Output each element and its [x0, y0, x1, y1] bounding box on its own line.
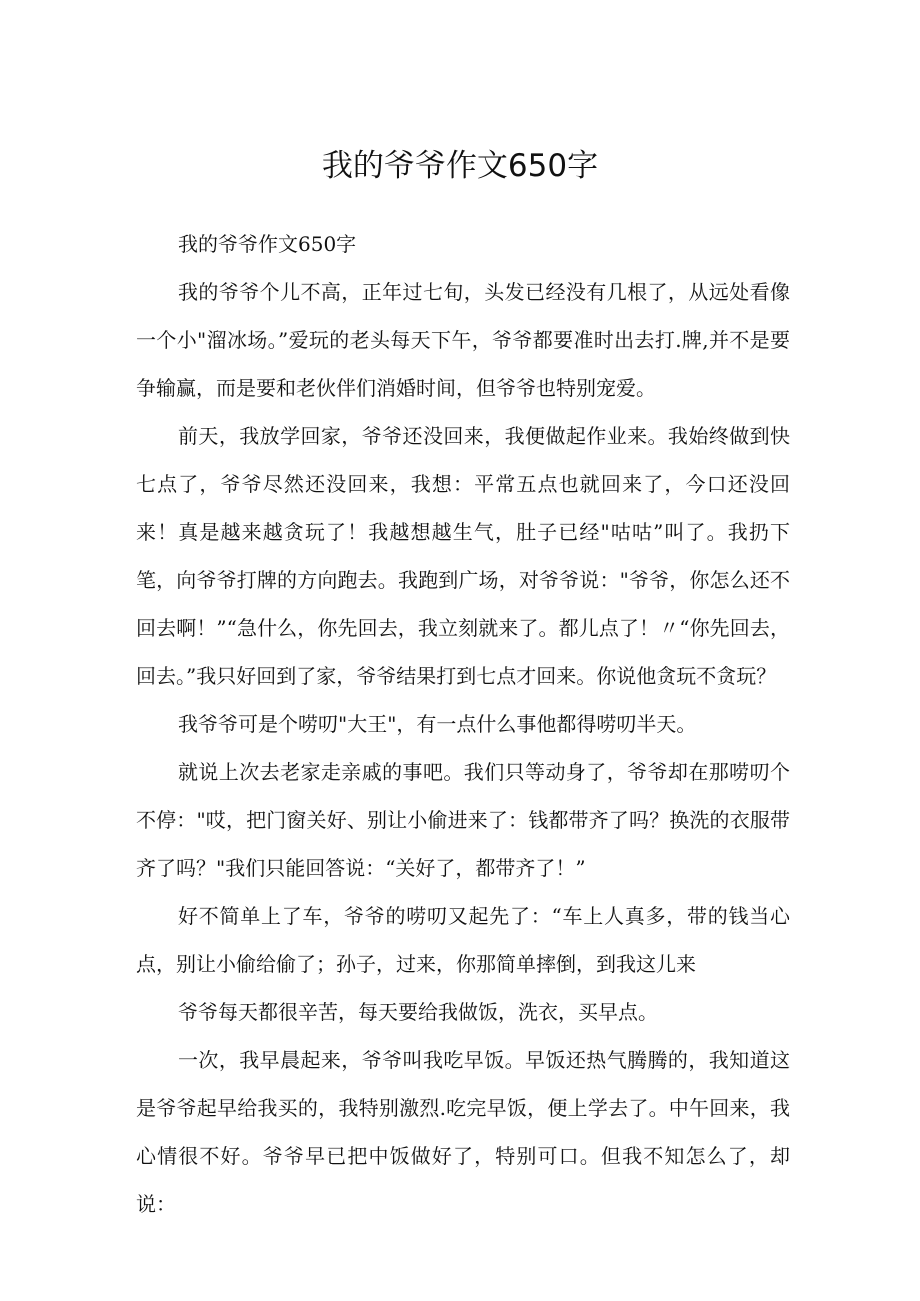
paragraph: 就说上次去老家走亲戚的事吧。我们只等动身了，爷爷却在那唠叨个不停："哎，把门窗关好、别让小偷进来了：钱都带齐了吗？换洗的衣服带齐了吗？"我们只能回答说：“关好了，都带齐了！”: [136, 760, 790, 880]
document-body: [136, 220, 790, 1228]
paragraph: 我爷爷可是个唠叨"大王"，有一点什么事他都得唠叨半天。: [178, 712, 697, 736]
paragraph: 我的爷爷作文650字: [178, 232, 357, 256]
document-title: 我的爷爷作文650字: [321, 148, 599, 184]
paragraph: 爷爷每天都很辛苦，每天要给我做饭，洗衣，买早点。: [178, 1000, 658, 1024]
paragraph: 好不简单上了车，爷爷的唠叨又起先了：“车上人真多，带的钱当心点，别让小偷给偷了；孙子，过来，你那简单摔倒，到我这儿来: [136, 904, 790, 976]
paragraph: 我的爷爷个儿不高，正年过七旬，头发已经没有几根了，从远处看像一个小"溜冰场。”爱玩的老头每天下午，爷爷都要准时出去打.牌,并不是要争输赢，而是要和老伙伴们消婚时间，但爷爷也特别宠爱。: [136, 280, 790, 400]
paragraph: 前天，我放学回家，爷爷还没回来，我便做起作业来。我始终做到快七点了，爷爷尽然还没回来，我想：平常五点也就回来了，今口还没回来！真是越来越贪玩了！我越想越生气，肚子已经"咕咕”叫了。我扔下笔，向爷爷打牌的方向跑去。我跑到广场，对爷爷说："爷爷，你怎么还不回去啊！”“急什么，你先回去，我立刻就来了。都儿点了！〃“你先回去，回去。”我只好回到了家，爷爷结果打到七点才回来。你说他贪玩不贪玩？: [136, 424, 790, 688]
paragraph: 一次，我早晨起来，爷爷叫我吃早饭。早饭还热气腾腾的，我知道这是爷爷起早给我买的，我特别激烈.吃完早饭，便上学去了。中午回来，我心情很不好。爷爷早已把中饭做好了，特别可口。但我不知怎么了，却说：: [136, 1048, 790, 1216]
